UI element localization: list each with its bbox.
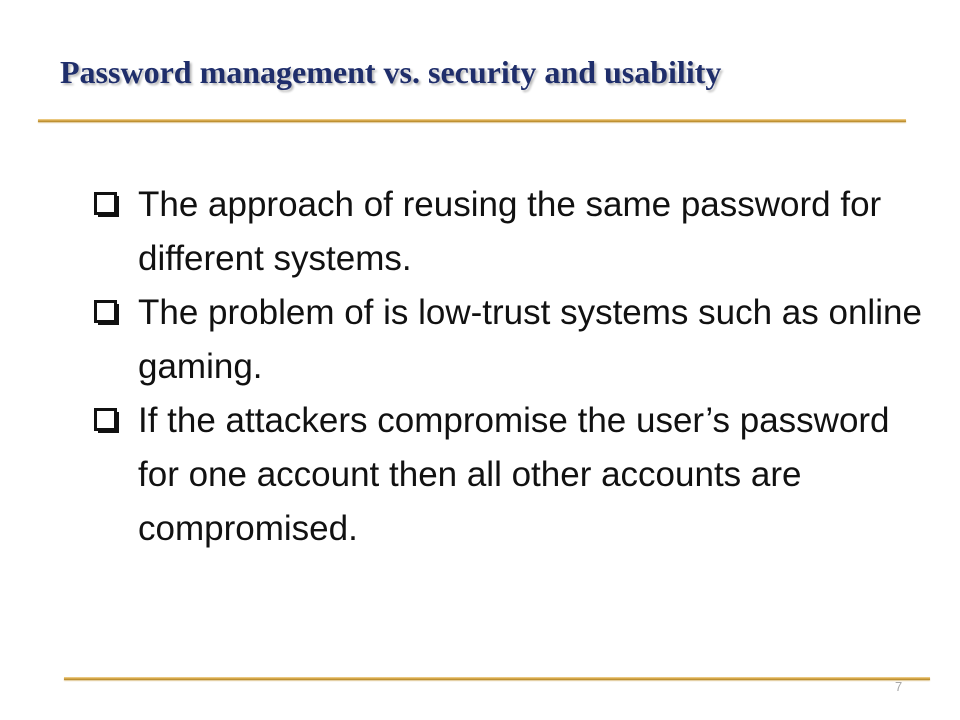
bullet-item (92, 178, 922, 286)
bullet-text: The approach of reusing the same password for different systems. (138, 185, 882, 278)
top-divider (38, 119, 906, 122)
page-number: 7 (895, 679, 903, 694)
checkbox-icon (92, 178, 138, 232)
checkbox-icon (92, 394, 138, 448)
bottom-divider (64, 677, 930, 680)
bullet-list (92, 178, 922, 556)
bullet-text: The problem of is low-trust systems such as online gaming. (138, 293, 922, 386)
slide-title: Password management vs. security and usability (60, 54, 722, 90)
checkbox-icon (92, 286, 138, 340)
bullet-item (92, 394, 922, 556)
bullet-text: If the attackers compromise the user’s password for one account then all other accounts are compromised. (138, 401, 890, 548)
bullet-item (92, 286, 922, 394)
